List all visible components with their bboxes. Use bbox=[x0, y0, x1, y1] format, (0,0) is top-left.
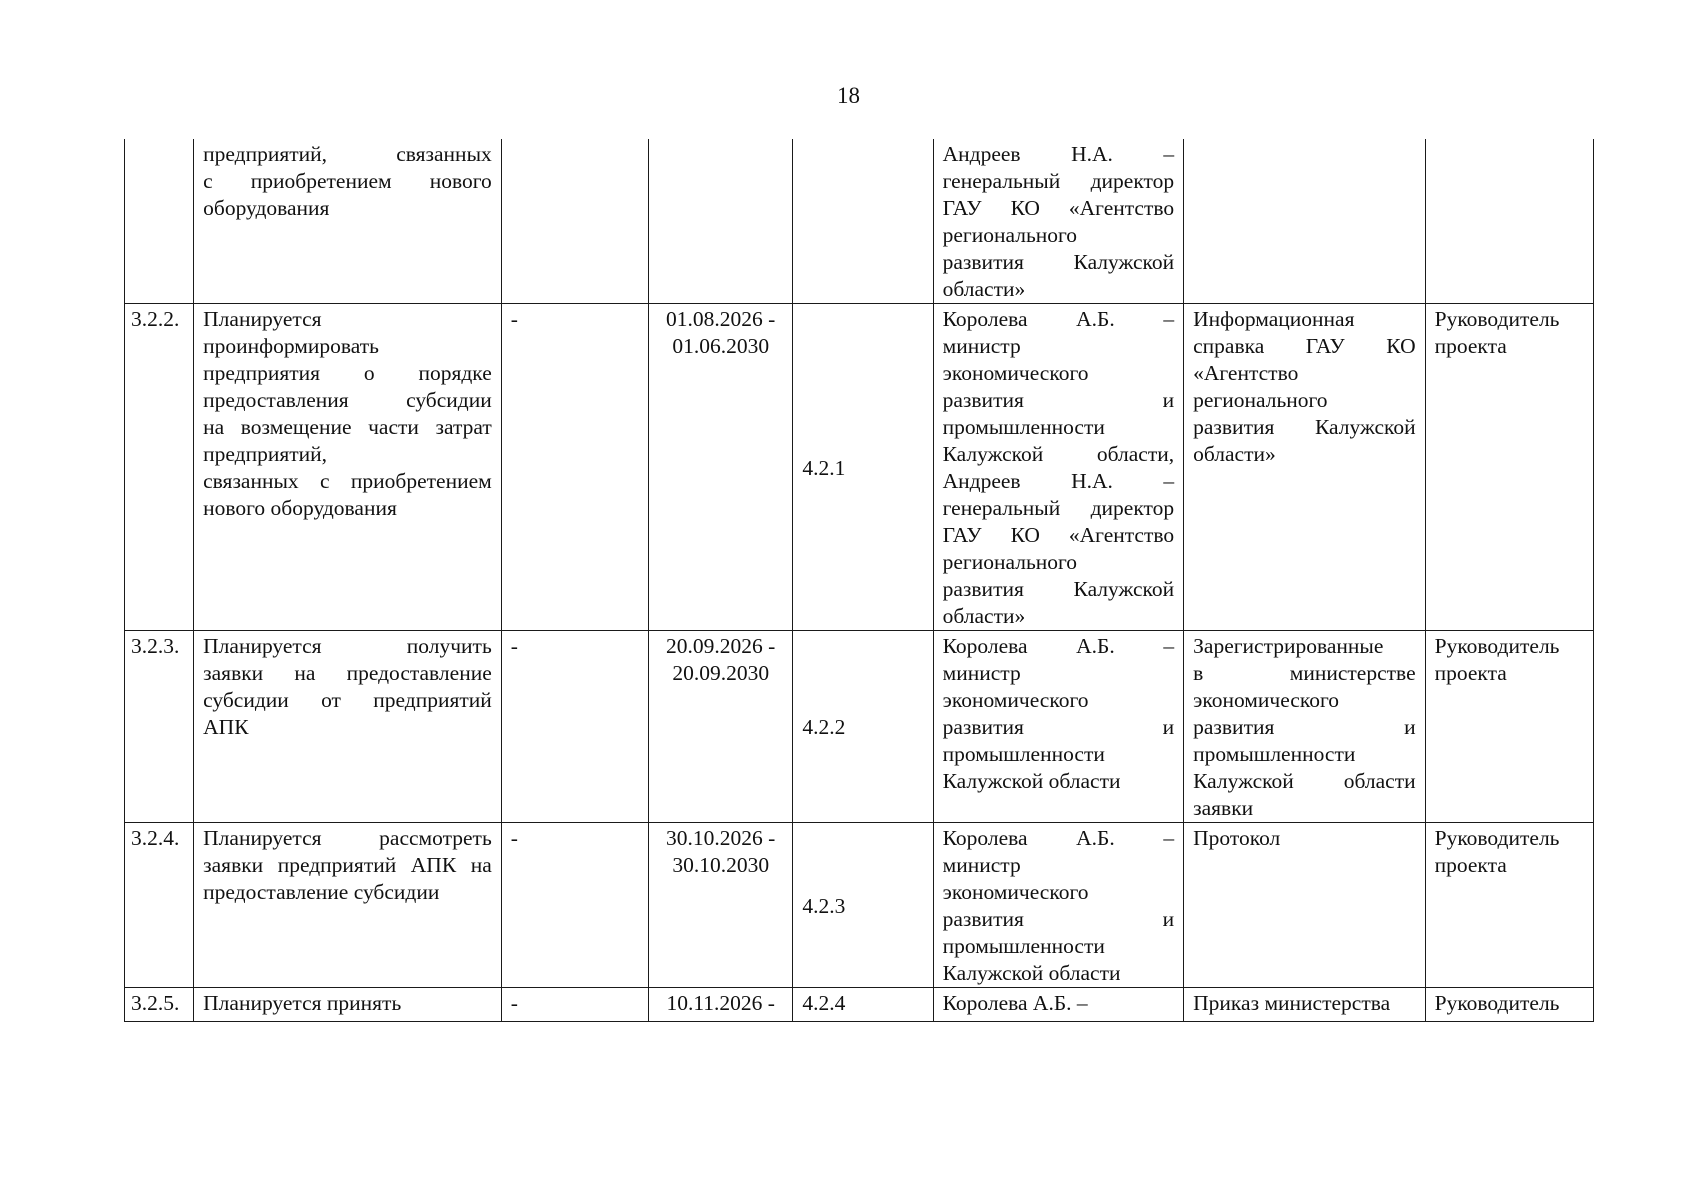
cell-line: связанных с приобретением bbox=[203, 469, 492, 493]
cell-line: Королева А.Б. – bbox=[942, 307, 1175, 331]
table-row bbox=[125, 988, 1594, 1022]
activity-plan-table bbox=[124, 139, 1594, 1022]
cell-line: Планируется получить bbox=[203, 634, 492, 658]
cell-line: министр bbox=[942, 853, 1021, 877]
cell-line: экономического bbox=[942, 361, 1089, 385]
cell-line: проинформировать bbox=[203, 334, 379, 358]
cell-line: Королева А.Б. – bbox=[942, 991, 1088, 1015]
cell-line: Калужской области bbox=[942, 769, 1121, 793]
reference-number bbox=[793, 139, 933, 304]
cell-line: предприятий, bbox=[203, 442, 328, 466]
cell-line: Планируется bbox=[203, 307, 322, 331]
cell-line: области» bbox=[942, 604, 1026, 628]
result-document bbox=[1184, 304, 1425, 631]
cell-line: Королева А.Б. – bbox=[942, 634, 1175, 658]
cell-line: экономического bbox=[942, 688, 1089, 712]
cell-line: Приказ министерства bbox=[1193, 991, 1391, 1015]
cell-line: субсидии от предприятий bbox=[203, 688, 492, 712]
cell-line: регионального bbox=[942, 223, 1078, 247]
cell-line: нового оборудования bbox=[203, 496, 397, 520]
dash-cell bbox=[501, 139, 648, 304]
cell-line: «Агентство bbox=[1193, 361, 1299, 385]
cell-line: развития и bbox=[1193, 715, 1416, 739]
cell-line: Зарегистрированные bbox=[1193, 634, 1384, 658]
cell-line: министр bbox=[942, 334, 1021, 358]
result-document bbox=[1184, 988, 1425, 1022]
dash-cell: - bbox=[501, 988, 648, 1022]
cell-line: оборудования bbox=[203, 196, 330, 220]
control-person: Руководитель bbox=[1425, 988, 1593, 1022]
cell-line: развития Калужской bbox=[942, 250, 1175, 274]
cell-line: промышленности bbox=[942, 934, 1105, 958]
date-range: 10.11.2026 - bbox=[649, 988, 793, 1022]
cell-line: области» bbox=[942, 277, 1026, 301]
item-number: 3.2.5. bbox=[125, 988, 194, 1022]
cell-line: на возмещение части затрат bbox=[203, 415, 492, 439]
cell-line: промышленности bbox=[942, 742, 1105, 766]
result-document bbox=[1184, 631, 1425, 823]
date-range: 20.09.2026 - 20.09.2030 bbox=[649, 631, 793, 823]
reference-number: 4.2.1 bbox=[793, 304, 933, 631]
control-person bbox=[1425, 139, 1593, 304]
cell-line: Андреев Н.А. – bbox=[942, 469, 1175, 493]
result-document bbox=[1184, 823, 1425, 988]
cell-line: промышленности bbox=[1193, 742, 1356, 766]
activity-description bbox=[194, 988, 502, 1022]
responsible-person bbox=[933, 304, 1184, 631]
dash-cell: - bbox=[501, 304, 648, 631]
cell-line: развития и bbox=[942, 715, 1175, 739]
responsible-person bbox=[933, 823, 1184, 988]
control-person: Руководитель проекта bbox=[1425, 304, 1593, 631]
cell-line: экономического bbox=[1193, 688, 1339, 712]
cell-line: ГАУ КО «Агентство bbox=[942, 523, 1175, 547]
cell-line: развития и bbox=[942, 388, 1175, 412]
responsible-person bbox=[933, 631, 1184, 823]
cell-line: Калужской области bbox=[942, 961, 1121, 985]
cell-line: заявки на предоставление bbox=[203, 661, 492, 685]
table-row bbox=[125, 139, 1594, 304]
item-number: 3.2.3. bbox=[125, 631, 194, 823]
table-row bbox=[125, 631, 1594, 823]
table-row bbox=[125, 823, 1594, 988]
cell-line: в министерстве bbox=[1193, 661, 1416, 685]
dash-cell: - bbox=[501, 823, 648, 988]
cell-line: Калужской области bbox=[1193, 769, 1416, 793]
cell-line: предоставление субсидии bbox=[203, 880, 440, 904]
cell-line: Планируется принять bbox=[203, 991, 402, 1015]
reference-number: 4.2.2 bbox=[793, 631, 933, 823]
cell-line: Андреев Н.А. – bbox=[942, 142, 1175, 166]
cell-line: развития Калужской bbox=[942, 577, 1175, 601]
cell-line: предприятий, связанных bbox=[203, 142, 492, 166]
activity-description bbox=[194, 139, 502, 304]
cell-line: ГАУ КО «Агентство bbox=[942, 196, 1175, 220]
cell-line: справка ГАУ КО bbox=[1193, 334, 1416, 358]
cell-line: Информационная bbox=[1193, 307, 1355, 331]
cell-line: Планируется рассмотреть bbox=[203, 826, 492, 850]
control-person: Руководитель проекта bbox=[1425, 631, 1593, 823]
reference-number: 4.2.3 bbox=[793, 823, 933, 988]
cell-line: министр bbox=[942, 661, 1021, 685]
item-number: 3.2.4. bbox=[125, 823, 194, 988]
cell-line: заявки предприятий АПК на bbox=[203, 853, 492, 877]
page-number: 18 bbox=[837, 83, 860, 108]
result-document bbox=[1184, 139, 1425, 304]
cell-line: Калужской области, bbox=[942, 442, 1175, 466]
cell-line: области» bbox=[1193, 442, 1276, 466]
date-range: 30.10.2026 - 30.10.2030 bbox=[649, 823, 793, 988]
table-row bbox=[125, 304, 1594, 631]
cell-line: генеральный директор bbox=[942, 169, 1175, 193]
cell-line: регионального bbox=[942, 550, 1078, 574]
cell-line: генеральный директор bbox=[942, 496, 1175, 520]
cell-line: Королева А.Б. – bbox=[942, 826, 1175, 850]
cell-line: развития и bbox=[942, 907, 1175, 931]
cell-line: заявки bbox=[1193, 796, 1254, 820]
item-number: 3.2.2. bbox=[125, 304, 194, 631]
cell-line: АПК bbox=[203, 715, 249, 739]
reference-number: 4.2.4 bbox=[793, 988, 933, 1022]
cell-line: экономического bbox=[942, 880, 1089, 904]
activity-description bbox=[194, 823, 502, 988]
date-range bbox=[649, 139, 793, 304]
control-person: Руководитель проекта bbox=[1425, 823, 1593, 988]
cell-line: развития Калужской bbox=[1193, 415, 1416, 439]
cell-line: промышленности bbox=[942, 415, 1105, 439]
cell-line: предприятия о порядке bbox=[203, 361, 492, 385]
item-number bbox=[125, 139, 194, 304]
activity-description bbox=[194, 304, 502, 631]
dash-cell: - bbox=[501, 631, 648, 823]
activity-description bbox=[194, 631, 502, 823]
responsible-person bbox=[933, 988, 1184, 1022]
cell-line: регионального bbox=[1193, 388, 1328, 412]
cell-line: предоставления субсидии bbox=[203, 388, 492, 412]
date-range: 01.08.2026 - 01.06.2030 bbox=[649, 304, 793, 631]
responsible-person bbox=[933, 139, 1184, 304]
cell-line: с приобретением нового bbox=[203, 169, 492, 193]
cell-line: Протокол bbox=[1193, 826, 1281, 850]
